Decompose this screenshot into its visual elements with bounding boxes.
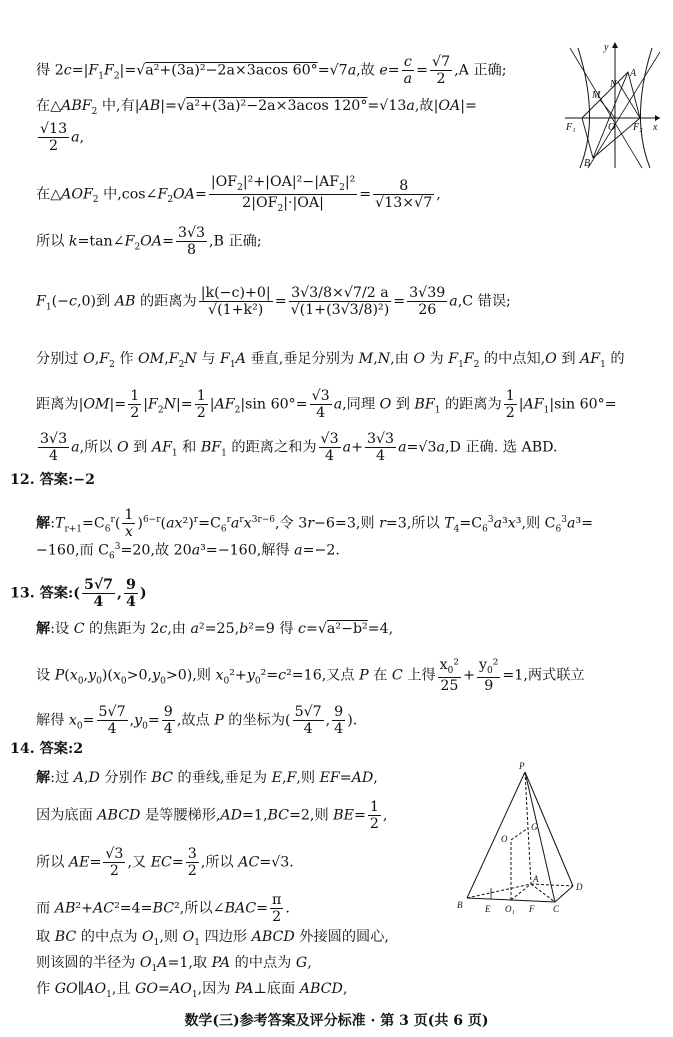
fig1-label-A: A (630, 68, 637, 79)
solution-line: 距离为|OM|= $\frac{1}{2}$ $|F_2N|=$ $\frac{1}{2}$ $|AF_2|\sin$ 60°= $\frac{√3}{4}$ a,同理 O 到 $BF_1$ 的距离为 $\frac{1}{2}$ $|AF_1|\sin$ 60°= (36, 388, 617, 422)
fig2-label-O: O (501, 834, 508, 844)
solution-line: 取 BC 的中点为 $O_1$,则 $O_1$ 四边形 ABCD 外接圆的圆心, (36, 929, 389, 948)
solution-line: 作 $GO\parallel AO_1$,且 $GO=AO_1$,因为 PA⊥底面 ABCD, (36, 981, 348, 1000)
solution-line: 解得 $x_0=$ $\frac{5√7}{4}$ $,y_0=$ $\frac{9}{4}$ ,故点 P 的坐标为( $\frac{5√7}{4}$ , $\frac{9}{4}$ ). (36, 704, 358, 738)
fig2-label-C: C (553, 904, 560, 914)
fig2-label-D: D (576, 882, 583, 892)
pyramid-figure (455, 760, 590, 920)
fig1-label-y: y (604, 42, 609, 53)
fig2-label-B: B (457, 900, 463, 910)
fig1-label-N: N (610, 79, 617, 90)
solution-line: 在$\triangle ABF_2$ 中,有|AB|=√a²+(3a)²−2a×3acos 120°=√13a,故|OA|= (36, 98, 477, 117)
fig1-label-F1: F₁ (566, 122, 576, 133)
fig2-label-E: E (485, 904, 491, 914)
fig1-label-B: B (584, 158, 591, 169)
solution-line: 设 $P(x_0,y_0)(x_0>0,y_0>0)$,则 $x_0^2+y_0^2=c^2=16$,又点 P 在 C 上得 $\frac{x_0^2}{25}$ + $\frac{y_0^2}{9}$ =1,两式联立 (36, 657, 585, 694)
fig1-label-F2: F₂ (633, 122, 643, 133)
solution-line: 分别过 $O,F_2$ 作 $OM,F_2N$ 与 $F_1A$ 垂直,垂足分别为 M,N,由 O 为 $F_1F_2$ 的中点知,O 到 $AF_1$ 的 (36, 351, 625, 370)
solution-line: 所以 $k=\tan\angle F_2OA=$ $\frac{3√3}{8}$ ,B 正确; (36, 225, 262, 259)
solution-line: 因为底面 ABCD 是等腰梯形,AD=1,BC=2,则 BE= $\frac{1}{2}$ , (36, 799, 388, 833)
solution-line: $\frac{√13}{2}$ a, (40, 121, 85, 155)
solution-line: 而 AB²+AC²=4=BC²,所以∠BAC= $\frac{\pi}{2}$ . (36, 892, 290, 926)
fig2-label-P: P (519, 761, 525, 771)
solution-line: 解:过 A,D 分别作 BC 的垂线,垂足为 E,F,则 EF=AD, (36, 770, 378, 786)
fig1-label-M: M (592, 90, 601, 101)
fig2-label-F: F (529, 904, 535, 914)
fig1-label-O: O (608, 122, 616, 133)
answer-13: 13. 答案:( $\frac{5√7}{4}$ , $\frac{9}{4}$ ) (10, 577, 147, 611)
answer-14: 14. 答案:2 (10, 741, 84, 757)
solution-line: 则该圆的半径为 $O_1A=1$,取 PA 的中点为 G, (36, 955, 312, 974)
fig2-label-O1: O₁ (505, 904, 515, 914)
fig1-label-x: x (653, 122, 658, 133)
solution-line: 所以 AE= $\frac{√3}{2}$ ,又 EC= $\frac{3}{2}$ ,所以 AC=√3. (36, 846, 294, 880)
fig2-label-G: G (531, 822, 538, 832)
solution-line: 得 $2c=|F_1F_2|=√a^2+(3a)^2-2a\times 3acos$ 60°=√7a,故 e= $\frac{c}{a}$ = $\frac{√7}{2}$ ,A 正确; (36, 54, 507, 88)
page-footer: 数学(三)参考答案及评分标准 · 第 3 页(共 6 页) (184, 1013, 489, 1029)
hyperbola-figure (560, 38, 665, 173)
fig2-label-A: A (533, 874, 539, 884)
solution-line: $\frac{3√3}{4}$ a,所以 O 到 $AF_1$ 和 $BF_1$ 的距离之和为 $\frac{√3}{4}$ a+ $\frac{3√3}{4}$ a=√3a,D 正确. 选 ABD. (40, 431, 558, 465)
solution-line: 解$:T_{r+1}=C_6^r$( $\frac{1}{x}$ )$^{6-r}(ax^2)^r=C_6^ra^rx^{3r-6}$,令 3r−6=3,则 r=3,所以 $T_4=C_6^3a^3x^3$,则 $C_6^3a^3=$ (36, 507, 594, 541)
answer-12: 12. 答案:−2 (10, 472, 95, 488)
solution-line: 在$\triangle AOF_2$ 中$,\cos\angle F_2OA=$ $\frac{|OF_2|^2+|OA|^2-|AF_2|^2}{2|OF_2|\cdot|OA|}$ = $\frac{8}{√13\times√7}$ , (36, 174, 441, 214)
solution-line: 解:设 C 的焦距为 2c,由 a²=25,b²=9 得 c=√a²−b²=4, (36, 621, 394, 637)
solution-line: −160,而 $C_6^3=20$,故 20a³=−160,解得 a=−2. (36, 542, 340, 562)
solution-line: $F_1(-c,0)$到 AB 的距离为 $\frac{|k(-c)+0|}{\text{√(1+k²)}}$ = $\frac{3√3/8\times√7/2 a}{\text{√(1+(3√3/8)²)}}$ = $\frac{3√39}{26}$ a,C 错误; (36, 285, 511, 319)
